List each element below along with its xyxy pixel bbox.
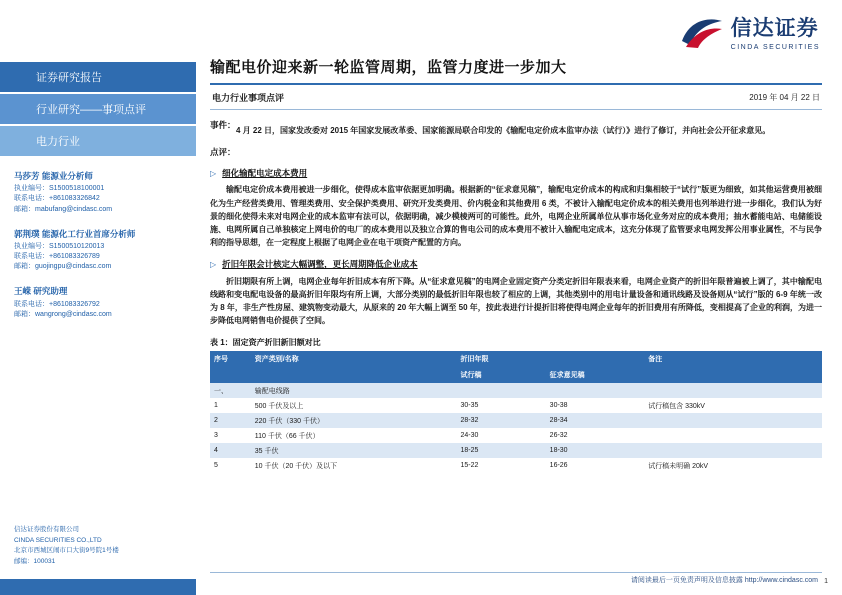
company-address (14, 525, 190, 567)
cell-name: 输配电线路 (251, 383, 457, 398)
cell-no: 4 (210, 443, 251, 458)
report-category: 电力行业事项点评 (212, 93, 285, 103)
table-header-row (210, 351, 822, 367)
th-asset: 资产类别/名称 (251, 351, 457, 367)
cell-name: 35 千伏 (251, 443, 457, 458)
cell-new: 26-32 (546, 428, 645, 443)
analyst-phone: 联系电话：+861083326792 (14, 300, 100, 308)
cell-new (546, 383, 645, 398)
sidebar-item-industry-research: 行业研究——事项点评 (0, 94, 196, 124)
depreciation-table (210, 351, 822, 473)
cell-new: 28-34 (546, 413, 645, 428)
section-heading-1 (210, 167, 822, 179)
sub-th-note (644, 367, 822, 383)
section-title: 折旧年限会计核定大幅调整，更长周期降低企业成本 (222, 259, 418, 270)
table-row (210, 398, 822, 413)
table-row (210, 428, 822, 443)
sub-th-trial: 试行稿 (457, 367, 546, 383)
cell-note (644, 383, 822, 398)
cell-old: 18-25 (457, 443, 546, 458)
event-label: 事件： (210, 120, 236, 130)
analyst-license: 执业编号：S1500510120013 (14, 243, 105, 251)
cell-old: 30-35 (457, 398, 546, 413)
th-no: 序号 (210, 351, 251, 367)
analyst-license: 执业编号：S1500518100001 (14, 185, 105, 193)
cell-name: 110 千伏（66 千伏） (251, 428, 457, 443)
section-title: 细化输配电定成本费用 (222, 168, 308, 179)
th-new (546, 351, 645, 367)
sub-th-asset (251, 367, 457, 383)
cell-note (644, 413, 822, 428)
report-date: 2019 年 04 月 22 日 (749, 93, 820, 102)
page-title: 输配电价迎来新一轮监管周期，监管力度进一步加大 (210, 59, 567, 76)
cell-new: 18-30 (546, 443, 645, 458)
analyst-entry (14, 285, 184, 320)
top-banner (0, 0, 842, 62)
sub-th-no (210, 367, 251, 383)
page-number: 1 (824, 578, 828, 585)
analyst-phone: 联系电话：+861083326789 (14, 253, 100, 261)
section-paragraph: 折旧期限有所上调，电网企业每年折旧成本有所下降。从“征求意见稿”的电网企业固定资产分类定折旧年限表来看，电网企业资产的折旧年限普遍被上调了，其中输配电线路和变电配电设备的最高折旧年限均有所上调，大部分类别的最低折旧年限也较了相应的上调，其他类别中的用电计量设备和通讯线路及设备则从“试行”版的 6-9 年统一改为 8 年，非生产性房屋、建筑物变动最大，从原来的 20 年大幅上调至 50 年，按此表进行计提折旧将使得电网企业每年的折旧费用有所降低，变相提高了企业的利润，为进一步降低电网销售电价提供了空间。 (210, 276, 822, 326)
table-row (210, 443, 822, 458)
report-meta (210, 85, 822, 109)
cell-name: 10 千伏（20 千伏）及以下 (251, 458, 457, 473)
analyst-name: 马莎芳 能源业分析师 (14, 171, 93, 181)
comment-label: 点评： (210, 147, 236, 158)
cell-no: 5 (210, 458, 251, 473)
cell-no: 1 (210, 398, 251, 413)
cell-new: 16-26 (546, 458, 645, 473)
cell-no: 2 (210, 413, 251, 428)
cell-name: 500 千伏及以上 (251, 398, 457, 413)
address-line: 邮编：100031 (14, 557, 56, 565)
triangle-bullet-icon: ▷ (210, 260, 217, 270)
table-subheader-row (210, 367, 822, 383)
cell-old: 15-22 (457, 458, 546, 473)
analyst-email[interactable]: 邮箱：mabufang@cindasc.com (14, 205, 113, 213)
table-caption: 表 1：固定资产折旧新旧额对比 (210, 338, 321, 348)
cell-no: 3 (210, 428, 251, 443)
section-paragraph: 输配电定价成本费用被进一步细化，使得成本监审依据更加明确。根据新的“征求意见稿”，输配电定价成本的构成和归集相较于“试行”版更为细致，如其他运营费用被细化为生产经营类费用、管理类费用、安全保护类费用、研究开发类费用、价内税金和其他费用 6 类，不被计入输配电定价成本的相关费用也列举进行进一步细化，我们认为好景的细化使得未来对电网企业的成本监审有法可以，依据明确，减少模棱两可的可能性。此外，电网企业所属单位从事市场化业务对应的成本费用；抽水蓄能电站、电储能设施、电网所属自己单独核定上网电价的电厂的成本费用以及独立合算的售电公司的成本费用不被计入输配电定成本，这充分体现了监管要求电网发挥公用事业属性，不与民争利的指导思想，在一定程度上根据了电网企业在电干项资产配置的方向。 (210, 185, 822, 248)
event-text: 4 月 22 日，国家发改委对 2015 年国家发展改革委、国家能源局联合印发的《输配电定价成本监审办法（试行）》进行了修订，并向社会公开征求意见。 (236, 126, 771, 135)
address-line: CINDA SECURITIES CO.,LTD (14, 536, 102, 544)
cell-note: 试行稿包含 330kV (644, 398, 822, 413)
analyst-entry (14, 228, 184, 273)
cell-new: 30-38 (546, 398, 645, 413)
cell-note: 试行稿未明确 20kV (644, 458, 822, 473)
sidebar-item-sector: 电力行业 (0, 126, 196, 156)
footer-rule (210, 572, 822, 573)
footer-disclaimer[interactable]: 请阅读最后一页免责声明及信息披露 http://www.cindasc.com (630, 577, 818, 584)
section-heading-2 (210, 258, 822, 270)
cell-name: 220 千伏（330 千伏） (251, 413, 457, 428)
sidebar-bottom-bar (0, 579, 196, 595)
table-row (210, 383, 822, 398)
analyst-email[interactable]: 邮箱：guojingpu@cindasc.com (14, 263, 112, 271)
analyst-name: 郭荆璞 能源化工行业首席分析师 (14, 228, 136, 239)
th-old: 折旧年限 (457, 351, 546, 367)
cell-note (644, 443, 822, 458)
brand-name-cn: 信达证券 (730, 16, 819, 40)
address-line: 北京市西城区闹市口大街9号院1号楼 (14, 547, 119, 555)
brand-logo (680, 12, 820, 51)
analyst-entry (14, 170, 184, 215)
cell-no: 一、 (210, 383, 251, 398)
analyst-name: 王嵘 研究助理 (14, 286, 68, 297)
address-line: 信达证券股份有限公司 (14, 526, 79, 534)
analyst-email[interactable]: 邮箱：wangrong@cindasc.com (14, 310, 112, 318)
analyst-list (0, 156, 196, 320)
main-content (210, 56, 822, 473)
cell-old (457, 383, 546, 398)
sidebar-item-report-type: 证券研究报告 (0, 62, 196, 92)
sidebar (0, 62, 196, 595)
sub-th-draft: 征求意见稿 (546, 367, 645, 383)
th-note: 备注 (644, 351, 822, 367)
table-row (210, 458, 822, 473)
triangle-bullet-icon: ▷ (210, 169, 217, 179)
meta-rule (210, 109, 822, 110)
cell-note (644, 428, 822, 443)
analyst-phone: 联系电话：+861083326842 (14, 195, 100, 203)
brand-name-en: CINDA SECURITIES (730, 44, 820, 51)
table-row (210, 413, 822, 428)
cinda-swoosh-logo (680, 15, 724, 49)
cell-old: 28-32 (457, 413, 546, 428)
cell-old: 24-30 (457, 428, 546, 443)
